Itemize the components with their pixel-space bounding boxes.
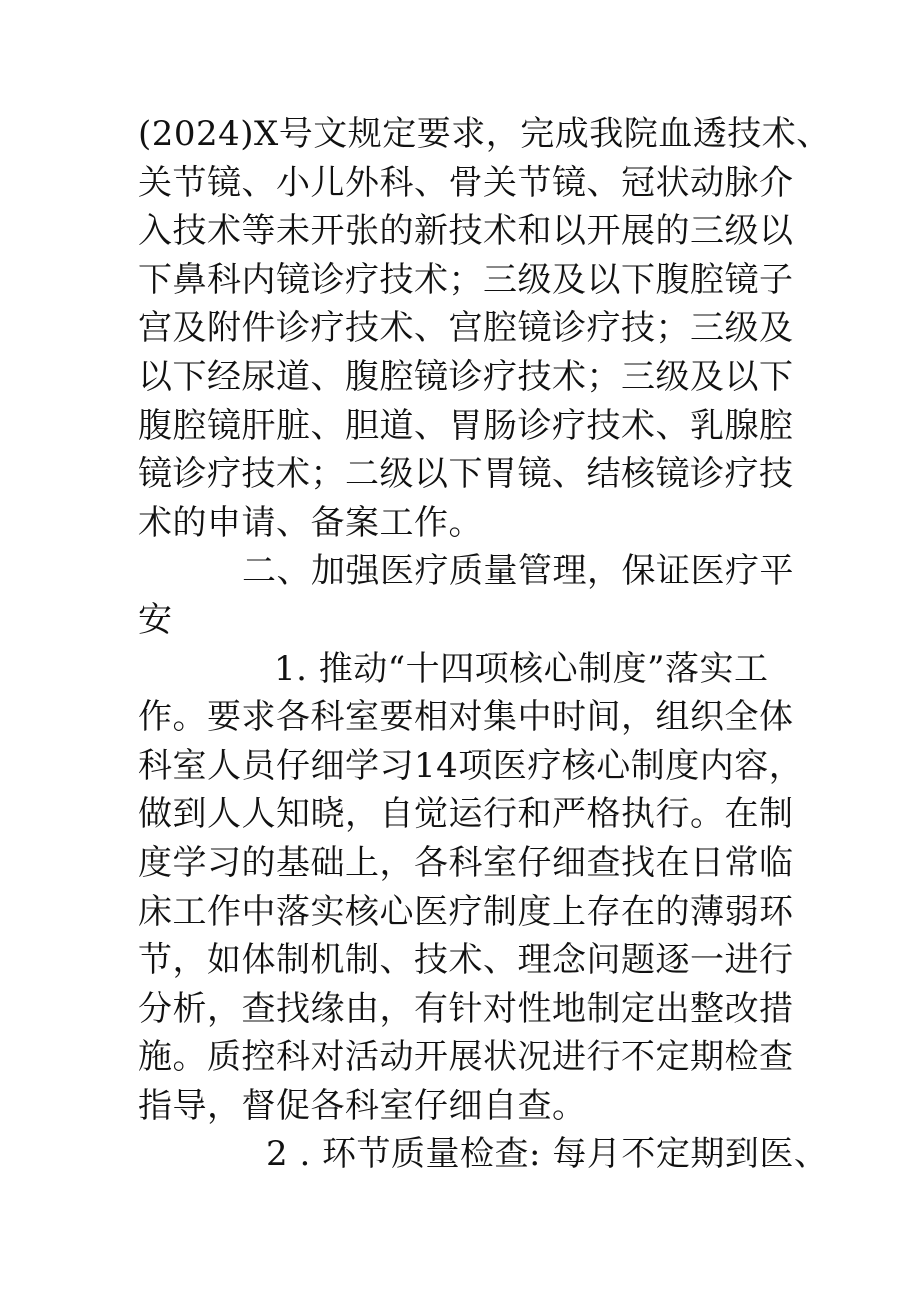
paragraph-line: 分析，查找缘由，有针对性地制定出整改措: [138, 988, 794, 1029]
list-item-heading: 2 . 环节质量检查: 每月不定期到医、: [266, 1134, 829, 1175]
paragraph-line: 下鼻科内镜诊疗技术；三级及以下腹腔镜子: [138, 259, 794, 300]
paragraph-line: 术的申请、备案工作。: [138, 502, 483, 543]
paragraph-line: 作。要求各科室要相对集中时间，组织全体: [138, 697, 794, 738]
paragraph-line: 关节镜、小儿外科、骨关节镜、冠状动脉介: [138, 162, 794, 203]
paragraph-line: 节，如体制机制、技术、理念问题逐一进行: [138, 940, 794, 981]
paragraph-line: 做到人人知晓，自觉运行和严格执行。在制: [138, 794, 794, 835]
paragraph-line: 科室人员仔细学习14项医疗核心制度内容，: [138, 745, 804, 786]
paragraph-line: 腹腔镜肝脏、胆道、胃肠诊疗技术、乳腺腔: [138, 405, 794, 446]
paragraph-line: 度学习的基础上，各科室仔细查找在日常临: [138, 842, 794, 883]
paragraph-line: 床工作中落实核心医疗制度上存在的薄弱环: [138, 891, 794, 932]
document-body: [138, 110, 831, 1179]
paragraph-line: 镜诊疗技术；二级以下胃镜、结核镜诊疗技: [138, 454, 794, 495]
paragraph-line: 宫及附件诊疗技术、宫腔镜诊疗技；三级及: [138, 308, 794, 349]
paragraph-line: 指导，督促各科室仔细自查。: [138, 1085, 587, 1126]
paragraph-line: 入技术等未开张的新技术和以开展的三级以: [138, 211, 794, 252]
list-item-heading: 1. 推动“十四项核心制度”落实工: [274, 648, 769, 689]
section-heading: 二、加强医疗质量管理，保证医疗平: [242, 551, 794, 592]
paragraph-line: 以下经尿道、腹腔镜诊疗技术；三级及以下: [138, 356, 794, 397]
paragraph-line: (2024)X号文规定要求，完成我院血透技术、: [138, 114, 831, 154]
paragraph-line: 施。质控科对活动开展状况进行不定期检查: [138, 1037, 794, 1078]
section-heading-continuation: 安: [138, 599, 173, 640]
